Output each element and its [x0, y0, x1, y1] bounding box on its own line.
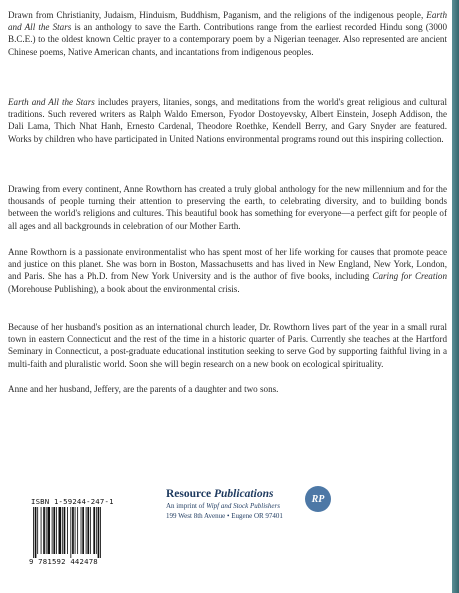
barcode-bar [87, 507, 89, 554]
imprint-publisher: Wipf and Stock Publishers [206, 502, 280, 510]
paragraph-text: Anne and her husband, Jeffery, are the parents of a daughter and two sons. [8, 384, 279, 394]
barcode-bar [43, 507, 45, 554]
imprint-text: An imprint of [166, 502, 207, 510]
barcode-bar [82, 507, 84, 554]
other-book-title: Caring for Creation [372, 271, 447, 282]
barcode-bar [64, 507, 66, 554]
barcode-bar [98, 507, 100, 558]
barcode-bar [86, 507, 87, 554]
publisher-logo-icon: RP [305, 486, 331, 512]
barcode-bar [46, 507, 47, 554]
barcode-icon [33, 507, 126, 558]
barcode-bar [37, 507, 38, 554]
barcode-bar [59, 507, 62, 554]
publisher-imprint [166, 502, 306, 511]
paragraph-text: Drawn from Christianity, Judaism, Hinduism, Buddhism, Paganism, and the religions of the indigenous people, [8, 10, 427, 20]
barcode-bar [72, 507, 74, 554]
book-title: Earth and All the Stars [8, 10, 447, 33]
isbn-block [29, 497, 130, 570]
book-title: Earth and All the Stars [8, 97, 95, 107]
cover-edge [452, 0, 459, 593]
barcode-bar [41, 507, 42, 554]
barcode-bar [35, 507, 37, 558]
paragraph-family [8, 383, 447, 395]
paragraph-text: includes prayers, litanies, songs, and meditations from the world's great religious and cultural traditions. Such revered writers as Ralph Waldo Emerson, Fyodor Dostoyevsky, Albert Einstein, Joseph Addison, the Dali Lama, Thich Nhat Hanh, Ernesto Cardenal, Theodore Roethke, Kendell Berry, and Gary Snyder are featured. Works by children who have participated in United Nations environmental programs round out this inspiring collection. [8, 97, 447, 144]
publisher-block [166, 488, 306, 520]
barcode-bar [90, 507, 91, 554]
paragraph-description [8, 9, 447, 58]
paragraph-text: (Morehouse Publishing), a book about the environmental crisis. [8, 283, 240, 294]
barcode-bar [96, 507, 97, 554]
publisher-address: 199 West 8th Avenue • Eugene OR 97401 [166, 511, 283, 520]
paragraph-text: Because of her husband's position as an international church leader, Dr. Rowthorn lives part of the year in a small rural town in eastern Connecticut and the rest of the time in a historic quarter of Paris. Currently she teaches at the Hartford Seminary in Connecticut, a post-graduate educational institution seeking to serve God by supporting faithful living in a multi-faith and pluralistic world. Soon she will begin research on a new book on ecological spirituality. [8, 322, 447, 369]
paragraph-text: Drawing from every continent, Anne Rowthorn has created a truly global anthology for the new millennium and for the thousands of people turning their attention to preserving the earth, to celebrating diversity, and to building bonds between the world's religions and cultures. This beautiful book has something for everyone—a perfect gift for people of all ages and all backgrounds in celebration of our Mother Earth. [8, 184, 447, 231]
paragraph-author-bio [8, 246, 447, 295]
publisher-name [166, 488, 306, 501]
barcode-bar [75, 507, 76, 554]
barcode-bar [47, 507, 50, 554]
barcode-bar [52, 507, 53, 554]
paragraph-author-life [8, 321, 447, 370]
barcode-bar [77, 507, 78, 554]
publisher-name-part: Resource [166, 488, 215, 500]
barcode-bar [93, 507, 95, 554]
barcode-bar [62, 507, 63, 554]
barcode-bar [53, 507, 55, 554]
paragraph-text: is an anthology to save the Earth. Contributions range from the earliest recorded Hindu song (3000 B.C.E.) to the oldest known Celtic prayer to a contemporary poem by a Nigerian teenager. Also represented are ancient Chinese poems, Native American chants, and incantations from indigenous peoples. [8, 22, 447, 57]
barcode-bar [33, 507, 34, 558]
barcode-bar [100, 507, 101, 558]
barcode-bar [56, 507, 57, 554]
barcode-digits: 9 781592 442478 [29, 557, 98, 566]
barcode-bar [67, 507, 68, 554]
isbn-label: ISBN 1-59244-247-1 [31, 497, 114, 506]
paragraph-contents [8, 96, 447, 145]
barcode-bar [70, 507, 71, 558]
publisher-name-italic: Publications [214, 488, 274, 500]
barcode-bar [81, 507, 82, 554]
paragraph-text: Anne Rowthorn is a passionate environmentalist who has spent most of her life working for causes that promote peace and justice on this planet. She was born in Boston, Massachusetts and has lived in New England, New York, London, and Paris. She has a Ph.D. from New York University and is the author of five books, including [8, 247, 447, 282]
paragraph-summary [8, 183, 447, 232]
